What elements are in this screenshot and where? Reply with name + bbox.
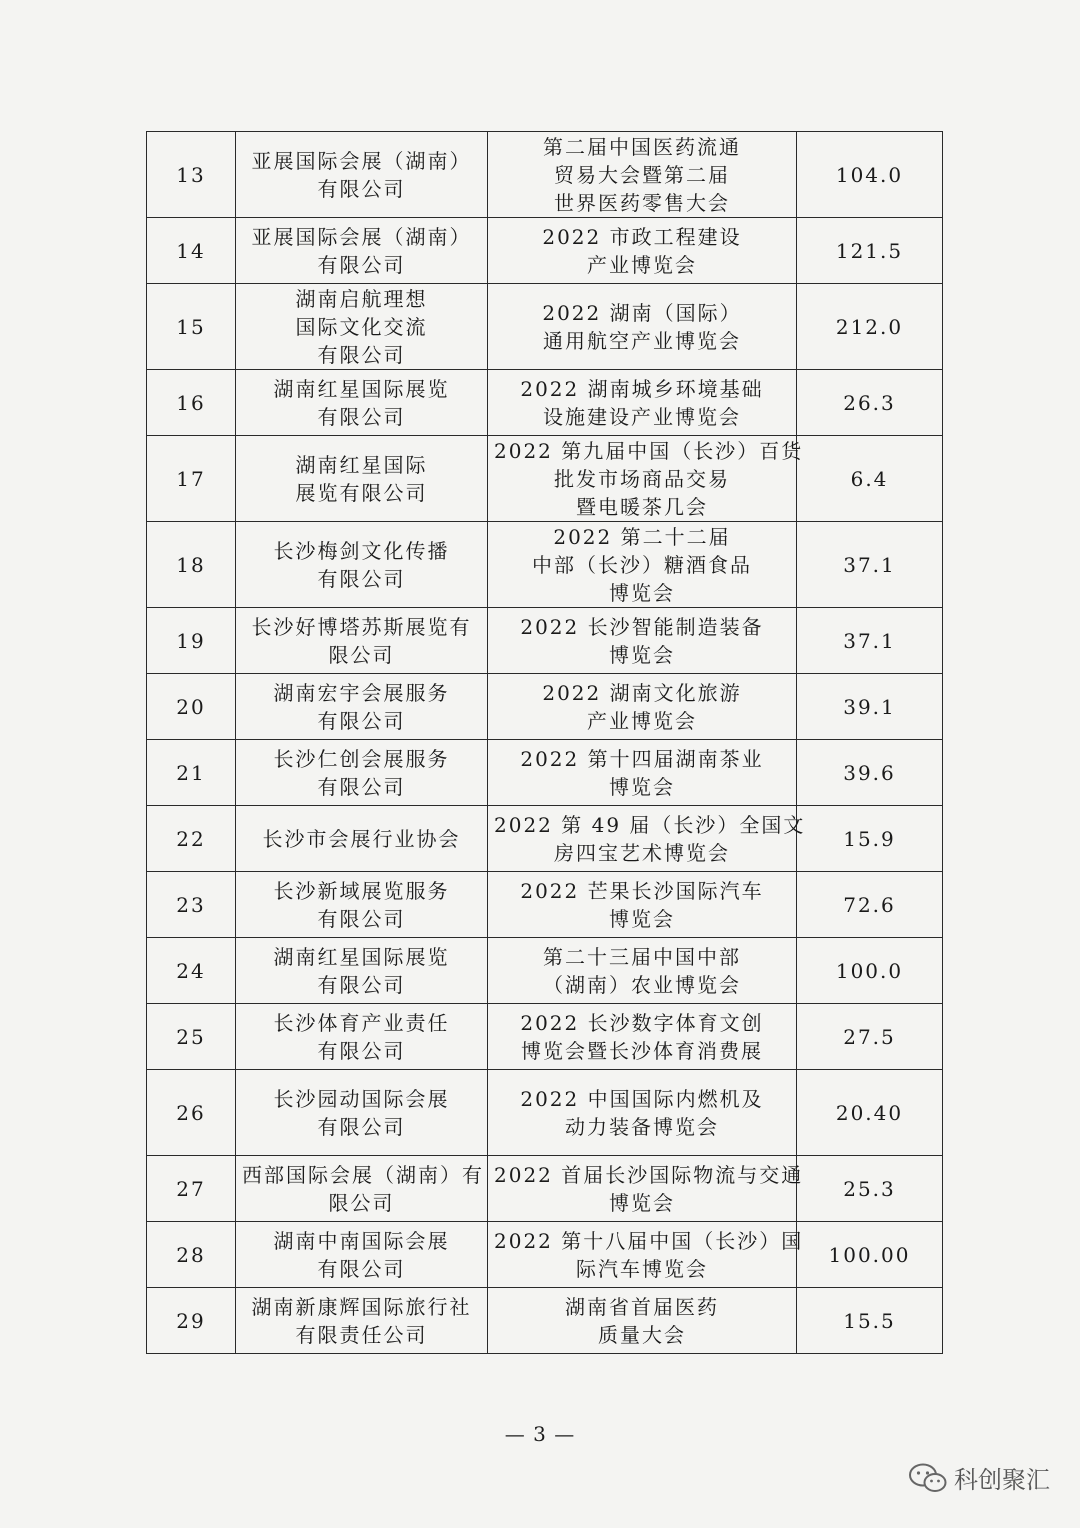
table-row <box>147 1288 943 1354</box>
company-line: 有限公司 <box>317 1038 406 1063</box>
table-row <box>147 872 943 938</box>
event-line: 质量大会 <box>598 1322 686 1347</box>
row-number: 27 <box>147 1156 236 1222</box>
company-line: 有限公司 <box>317 708 406 733</box>
company-line: 限公司 <box>328 1190 395 1215</box>
event-line: 2022 第十八届中国（长沙）国 <box>494 1228 804 1253</box>
table-row <box>147 1004 943 1070</box>
row-number: 15 <box>147 284 236 370</box>
company-line: 亚展国际会展（湖南） <box>251 224 472 249</box>
table-row <box>147 1222 943 1288</box>
event-line: 2022 第二十二届 <box>553 524 731 549</box>
company-line: 湖南启航理想 <box>295 286 428 311</box>
row-number: 26 <box>147 1070 236 1156</box>
row-number: 28 <box>147 1222 236 1288</box>
company-line: 展览有限公司 <box>295 480 428 505</box>
row-number: 29 <box>147 1288 236 1354</box>
company-name <box>236 436 488 522</box>
table-row <box>147 436 943 522</box>
amount: 39.6 <box>797 740 943 806</box>
row-number: 16 <box>147 370 236 436</box>
amount: 212.0 <box>797 284 943 370</box>
company-line: 湖南新康辉国际旅行社 <box>251 1294 472 1319</box>
table-row <box>147 370 943 436</box>
company-line: 有限公司 <box>317 972 406 997</box>
company-name <box>236 218 488 284</box>
row-number: 14 <box>147 218 236 284</box>
event-line: 动力装备博览会 <box>565 1114 719 1139</box>
company-name <box>236 674 488 740</box>
company-line: 国际文化交流 <box>295 314 428 339</box>
event-line: 博览会暨长沙体育消费展 <box>521 1038 763 1063</box>
event-line: 暨电暖茶几会 <box>576 494 708 519</box>
table-row <box>147 522 943 608</box>
company-name <box>236 1070 488 1156</box>
amount: 15.5 <box>797 1288 943 1354</box>
amount: 26.3 <box>797 370 943 436</box>
event-name <box>488 1004 797 1070</box>
company-name <box>236 1156 488 1222</box>
event-name <box>488 436 804 522</box>
event-line: 2022 长沙智能制造装备 <box>520 614 764 639</box>
event-line: 际汽车博览会 <box>576 1256 708 1281</box>
event-line: 湖南省首届医药 <box>565 1294 719 1319</box>
event-line: 博览会 <box>609 580 675 605</box>
event-line: 2022 首届长沙国际物流与交通 <box>494 1162 804 1187</box>
company-line: 湖南中南国际会展 <box>273 1228 450 1253</box>
company-line: 长沙好博塔苏斯展览有 <box>251 614 472 639</box>
company-line: 限公司 <box>328 642 395 667</box>
table-row <box>147 938 943 1004</box>
company-name <box>236 872 488 938</box>
event-name <box>488 1222 804 1288</box>
event-line: 2022 市政工程建设 <box>542 224 742 249</box>
row-number: 22 <box>147 806 236 872</box>
amount: 15.9 <box>797 806 943 872</box>
event-line: 2022 芒果长沙国际汽车 <box>520 878 764 903</box>
amount: 27.5 <box>797 1004 943 1070</box>
amount: 20.40 <box>797 1070 943 1156</box>
exhibition-table <box>146 131 943 1354</box>
company-line: 长沙梅剑文化传播 <box>273 538 450 563</box>
company-name <box>236 1288 488 1354</box>
company-name <box>236 608 488 674</box>
company-line: 有限公司 <box>317 176 406 201</box>
company-name <box>236 522 488 608</box>
table-row <box>147 1156 943 1222</box>
event-line: 博览会 <box>609 642 675 667</box>
table-row <box>147 284 943 370</box>
table-row <box>147 740 943 806</box>
event-name <box>488 1070 797 1156</box>
amount: 121.5 <box>797 218 943 284</box>
event-line: 房四宝艺术博览会 <box>554 840 730 865</box>
event-line: （湖南）农业博览会 <box>543 972 741 997</box>
event-line: 中部（长沙）糖酒食品 <box>532 552 752 577</box>
event-name <box>488 674 797 740</box>
company-line: 亚展国际会展（湖南） <box>251 148 472 173</box>
company-line: 有限公司 <box>317 252 406 277</box>
company-name <box>236 1004 488 1070</box>
event-line: 世界医药零售大会 <box>554 190 730 215</box>
amount: 6.4 <box>797 436 943 522</box>
event-line: 博览会 <box>609 774 675 799</box>
event-line: 2022 湖南城乡环境基础 <box>520 376 764 401</box>
company-line: 有限责任公司 <box>295 1322 428 1347</box>
event-name <box>488 872 797 938</box>
company-line: 湖南红星国际展览 <box>273 376 450 401</box>
event-name <box>488 1288 797 1354</box>
company-name <box>236 132 488 218</box>
company-line: 长沙市会展行业协会 <box>262 826 461 851</box>
row-number: 19 <box>147 608 236 674</box>
amount: 104.0 <box>797 132 943 218</box>
event-name <box>488 284 797 370</box>
event-line: 博览会 <box>609 1190 675 1215</box>
page-number: — 3 — <box>504 1422 576 1446</box>
company-line: 湖南红星国际 <box>295 452 428 477</box>
event-line: 2022 湖南（国际） <box>542 300 742 325</box>
company-name <box>236 370 488 436</box>
company-line: 有限公司 <box>317 1114 406 1139</box>
table-row <box>147 132 943 218</box>
table-row <box>147 674 943 740</box>
event-line: 产业博览会 <box>587 708 697 733</box>
company-line: 有限公司 <box>317 404 406 429</box>
company-line: 有限公司 <box>317 342 406 367</box>
event-line: 产业博览会 <box>587 252 697 277</box>
row-number: 24 <box>147 938 236 1004</box>
row-number: 23 <box>147 872 236 938</box>
watermark-text: 科创聚汇 <box>954 1466 1050 1494</box>
event-name <box>488 1156 804 1222</box>
company-line: 湖南红星国际展览 <box>273 944 450 969</box>
event-line: 2022 第 49 届（长沙）全国文 <box>494 812 806 837</box>
amount: 72.6 <box>797 872 943 938</box>
amount: 25.3 <box>797 1156 943 1222</box>
amount: 100.00 <box>797 1222 943 1288</box>
event-line: 设施建设产业博览会 <box>543 404 741 429</box>
company-line: 有限公司 <box>317 1256 406 1281</box>
watermark <box>908 1460 1050 1495</box>
company-line: 湖南宏宇会展服务 <box>273 680 450 705</box>
company-name <box>236 1222 488 1288</box>
table-row <box>147 1070 943 1156</box>
row-number: 20 <box>147 674 236 740</box>
company-line: 长沙仁创会展服务 <box>273 746 450 771</box>
table-row <box>147 608 943 674</box>
company-name <box>236 284 488 370</box>
company-line: 长沙体育产业责任 <box>273 1010 450 1035</box>
amount: 100.0 <box>797 938 943 1004</box>
event-line: 第二届中国医药流通 <box>543 134 741 159</box>
row-number: 18 <box>147 522 236 608</box>
event-name <box>488 522 797 608</box>
event-name <box>488 218 797 284</box>
row-number: 17 <box>147 436 236 522</box>
row-number: 21 <box>147 740 236 806</box>
event-line: 2022 湖南文化旅游 <box>542 680 742 705</box>
amount: 39.1 <box>797 674 943 740</box>
company-line: 有限公司 <box>317 774 406 799</box>
table-body <box>147 132 943 1354</box>
table-row <box>147 806 943 872</box>
wechat-icon <box>908 1462 948 1494</box>
table-row <box>147 218 943 284</box>
event-line: 博览会 <box>609 906 675 931</box>
company-name <box>236 938 488 1004</box>
event-name <box>488 132 797 218</box>
event-name <box>488 608 797 674</box>
event-line: 第二十三届中国中部 <box>543 944 741 969</box>
event-line: 2022 第十四届湖南茶业 <box>520 746 764 771</box>
event-line: 2022 中国国际内燃机及 <box>520 1086 764 1111</box>
amount: 37.1 <box>797 608 943 674</box>
event-line: 贸易大会暨第二届 <box>554 162 730 187</box>
company-line: 长沙园动国际会展 <box>273 1086 450 1111</box>
row-number: 25 <box>147 1004 236 1070</box>
company-line: 西部国际会展（湖南）有 <box>242 1162 484 1187</box>
event-line: 批发市场商品交易 <box>554 466 730 491</box>
company-name <box>236 740 488 806</box>
event-line: 2022 长沙数字体育文创 <box>520 1010 764 1035</box>
amount: 37.1 <box>797 522 943 608</box>
event-line: 通用航空产业博览会 <box>543 328 741 353</box>
company-line: 长沙新域展览服务 <box>273 878 450 903</box>
event-name <box>488 806 806 872</box>
company-name <box>236 806 488 872</box>
row-number: 13 <box>147 132 236 218</box>
company-line: 有限公司 <box>317 906 406 931</box>
event-name <box>488 740 797 806</box>
event-name <box>488 938 797 1004</box>
company-line: 有限公司 <box>317 566 406 591</box>
event-line: 2022 第九届中国（长沙）百货 <box>494 438 804 463</box>
event-name <box>488 370 797 436</box>
